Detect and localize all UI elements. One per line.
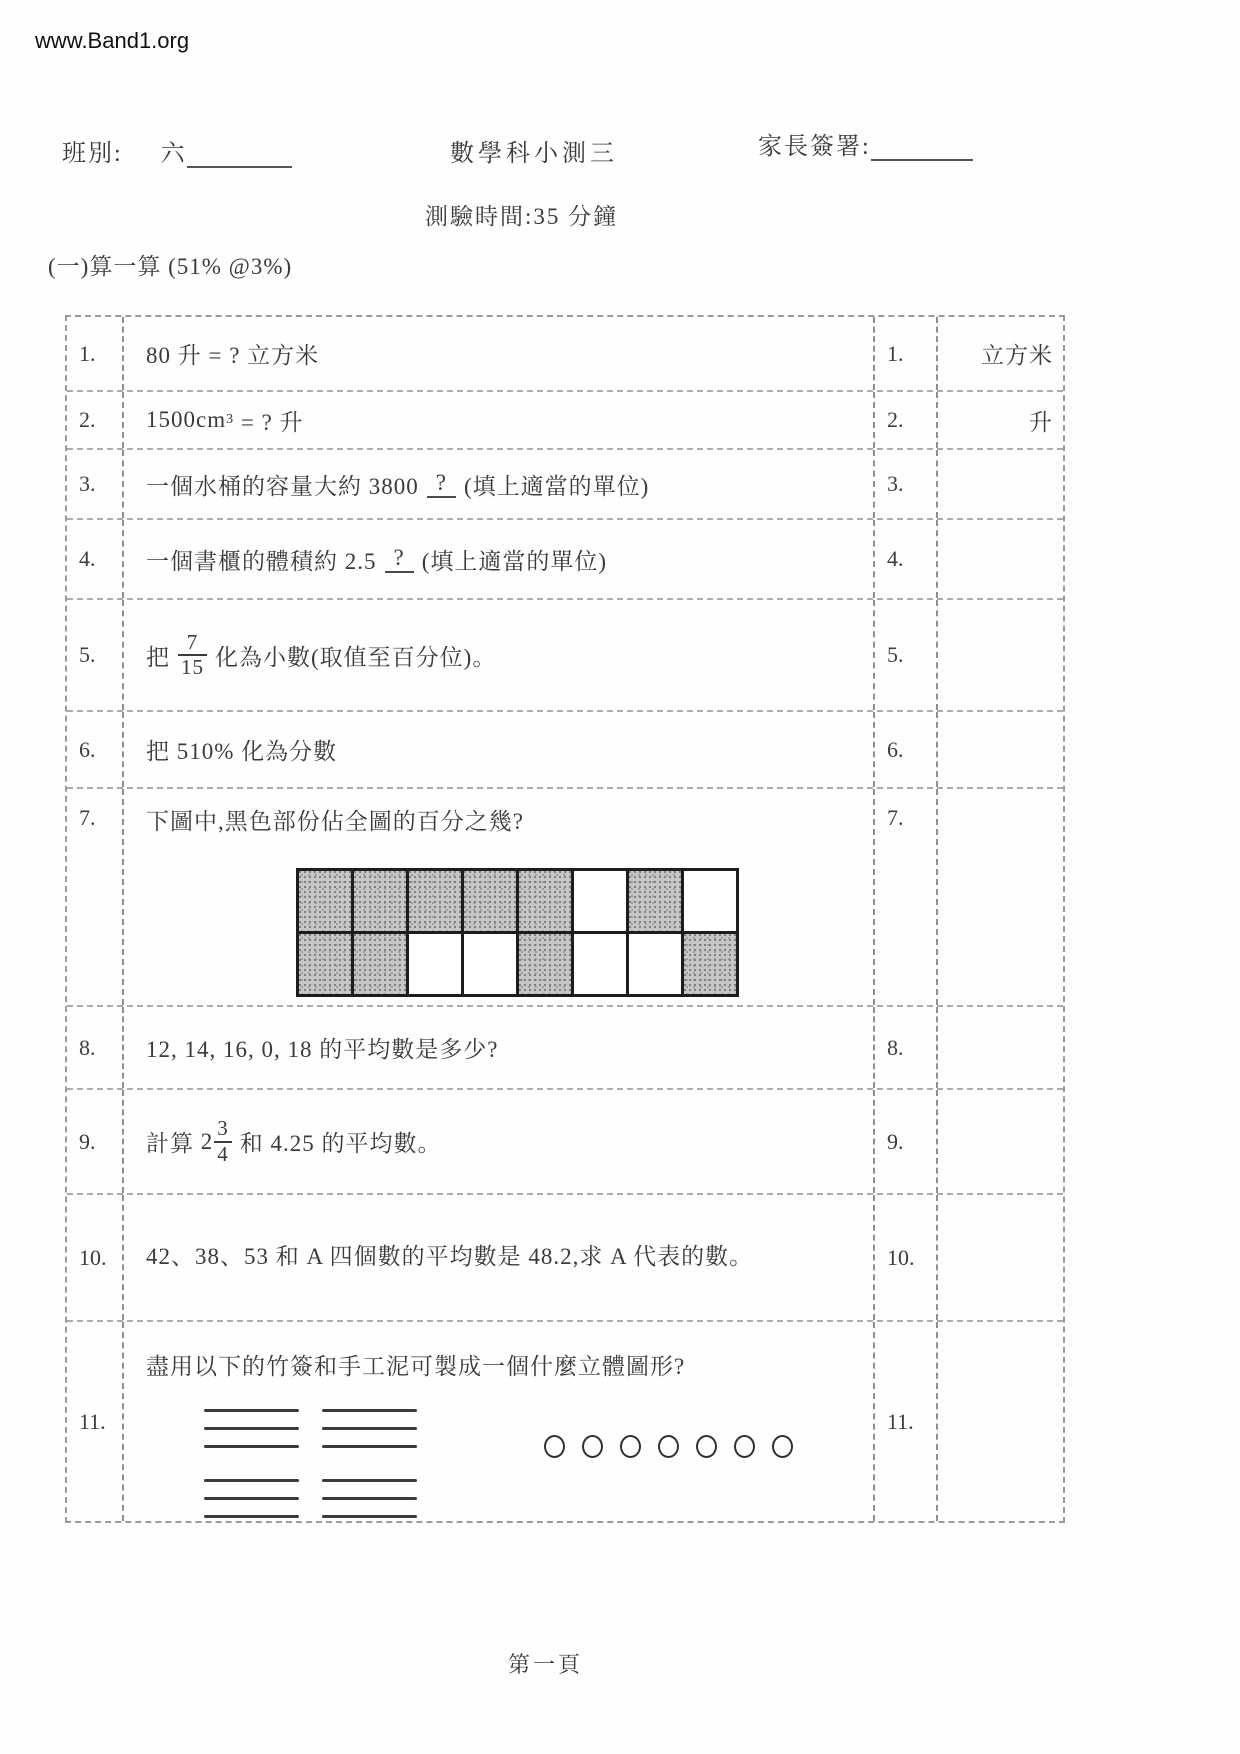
grid-cell-shaded	[464, 871, 516, 931]
page-footer: 第一頁	[508, 1652, 584, 1677]
grid-cell-empty	[574, 934, 626, 994]
question-row	[67, 450, 1063, 520]
question-number: 2.	[67, 392, 124, 448]
stick-line	[322, 1409, 417, 1412]
question-text: 下圖中,黑色部份佔全圖的百分之幾?	[124, 789, 875, 1005]
question-text: 計算 2 $\frac{3}{4}$ 和 4.25 的平均數。	[124, 1090, 875, 1193]
answer-space	[938, 1322, 1061, 1521]
question-row	[67, 1090, 1063, 1195]
stick-line	[204, 1497, 299, 1500]
answer-number: 8.	[875, 1007, 938, 1088]
question-number: 6.	[67, 712, 124, 787]
fill-blank: ?	[427, 470, 456, 498]
parent-signature-field	[758, 126, 973, 161]
stick-line	[204, 1427, 299, 1430]
question-text: 一個水桶的容量大約 3800 ? (填上適當的單位)	[124, 450, 875, 518]
stick-line	[204, 1409, 299, 1412]
answer-number: 11.	[875, 1322, 938, 1521]
grid-cell-shaded	[299, 934, 351, 994]
test-duration: 測驗時間:35 分鐘	[425, 204, 619, 229]
stick-line	[322, 1427, 417, 1430]
question-number: 11.	[67, 1322, 124, 1521]
question-number: 1.	[67, 317, 124, 390]
question-row	[67, 1195, 1063, 1322]
stick-line	[322, 1445, 417, 1448]
clay-ball	[582, 1435, 603, 1458]
question-text: 42、38、53 和 A 四個數的平均數是 48.2,求 A 代表的數。	[124, 1195, 875, 1320]
question-text: 把 510% 化為分數	[124, 712, 875, 787]
grid-cell-shaded	[519, 871, 571, 931]
stick-line	[204, 1479, 299, 1482]
class-field	[62, 133, 292, 168]
answer-space	[938, 789, 1061, 1005]
question-text: 1500cm 3 = ? 升	[124, 392, 875, 448]
answer-number: 5.	[875, 600, 938, 710]
grid-cell-shaded	[354, 871, 406, 931]
question-row	[67, 789, 1063, 1007]
parent-signature-label: 家長簽署:	[758, 134, 871, 160]
question-number: 3.	[67, 450, 124, 518]
clay-ball	[658, 1435, 679, 1458]
answer-number: 10.	[875, 1195, 938, 1320]
answer-space	[938, 600, 1061, 710]
question-text: 把 $\frac{7}{15}$ 化為小數(取值至百分位)。	[124, 600, 875, 710]
answer-number: 1.	[875, 317, 938, 390]
stick-cluster	[322, 1409, 417, 1463]
question-table	[65, 315, 1065, 1523]
answer-number: 6.	[875, 712, 938, 787]
question-row	[67, 317, 1063, 392]
page-title: 數學科小測三	[450, 141, 618, 167]
watermark: www.Band1.org	[35, 28, 190, 53]
answer-space	[938, 712, 1061, 787]
grid-cell-shaded	[519, 934, 571, 994]
question-number: 9.	[67, 1090, 124, 1193]
question-number: 8.	[67, 1007, 124, 1088]
grid-cell-shaded	[299, 871, 351, 931]
stick-cluster	[322, 1479, 417, 1533]
grid-cell-shaded	[629, 871, 681, 931]
clay-balls	[544, 1435, 793, 1458]
question-row	[67, 1322, 1063, 1521]
question-row	[67, 392, 1063, 450]
question-number: 4.	[67, 520, 124, 598]
question-text: 盡用以下的竹簽和手工泥可製成一個什麼立體圖形?	[124, 1322, 875, 1521]
grid-cell-empty	[574, 871, 626, 931]
clay-ball	[772, 1435, 793, 1458]
grid-cell-empty	[684, 871, 736, 931]
question-text: 80 升 = ? 立方米	[124, 317, 875, 390]
fraction: $\frac{7}{15}$	[178, 631, 207, 679]
signature-blank-line	[871, 137, 973, 161]
answer-number: 3.	[875, 450, 938, 518]
answer-space	[938, 1007, 1061, 1088]
answer-number: 4.	[875, 520, 938, 598]
answer-space	[938, 520, 1061, 598]
answer-space	[938, 450, 1061, 518]
stick-line	[322, 1479, 417, 1482]
question-text: 一個書櫃的體積約 2.5 ? (填上適當的單位)	[124, 520, 875, 598]
stick-cluster	[204, 1409, 299, 1463]
answer-number: 2.	[875, 392, 938, 448]
stick-line	[204, 1515, 299, 1518]
answer-space	[938, 1195, 1061, 1320]
clay-ball	[620, 1435, 641, 1458]
mixed-number-whole: 2	[200, 1128, 214, 1154]
stick-line	[322, 1497, 417, 1500]
question-row	[67, 600, 1063, 712]
question-number: 5.	[67, 600, 124, 710]
fill-blank: ?	[385, 545, 414, 573]
stick-cluster	[204, 1479, 299, 1533]
answer-space	[938, 1090, 1061, 1193]
answer-unit-label: 升	[1029, 409, 1053, 435]
answer-number: 9.	[875, 1090, 938, 1193]
section-heading: (一)算一算 (51% @3%)	[48, 254, 293, 279]
percent-grid	[296, 868, 739, 997]
clay-ball	[544, 1435, 565, 1458]
question-row	[67, 1007, 1063, 1090]
question-number: 7.	[67, 789, 124, 1005]
grid-cell-shaded	[409, 871, 461, 931]
question-row	[67, 712, 1063, 789]
sticks-and-clay-figure	[146, 1403, 846, 1521]
fraction: $\frac{3}{4}$	[214, 1117, 232, 1165]
question-number: 10.	[67, 1195, 124, 1320]
stick-line	[322, 1515, 417, 1518]
grid-cell-empty	[409, 934, 461, 994]
class-label: 班別:	[62, 141, 123, 167]
question-text: 12, 14, 16, 0, 18 的平均數是多少?	[124, 1007, 875, 1088]
class-value: 六	[160, 141, 187, 167]
answer-number: 7.	[875, 789, 938, 1005]
stick-line	[204, 1445, 299, 1448]
class-blank-line	[187, 144, 292, 168]
question-row	[67, 520, 1063, 600]
clay-ball	[696, 1435, 717, 1458]
grid-cell-shaded	[684, 934, 736, 994]
grid-cell-empty	[629, 934, 681, 994]
answer-unit-label: 立方米	[981, 343, 1053, 368]
clay-ball	[734, 1435, 755, 1458]
grid-cell-shaded	[354, 934, 406, 994]
grid-cell-empty	[464, 934, 516, 994]
